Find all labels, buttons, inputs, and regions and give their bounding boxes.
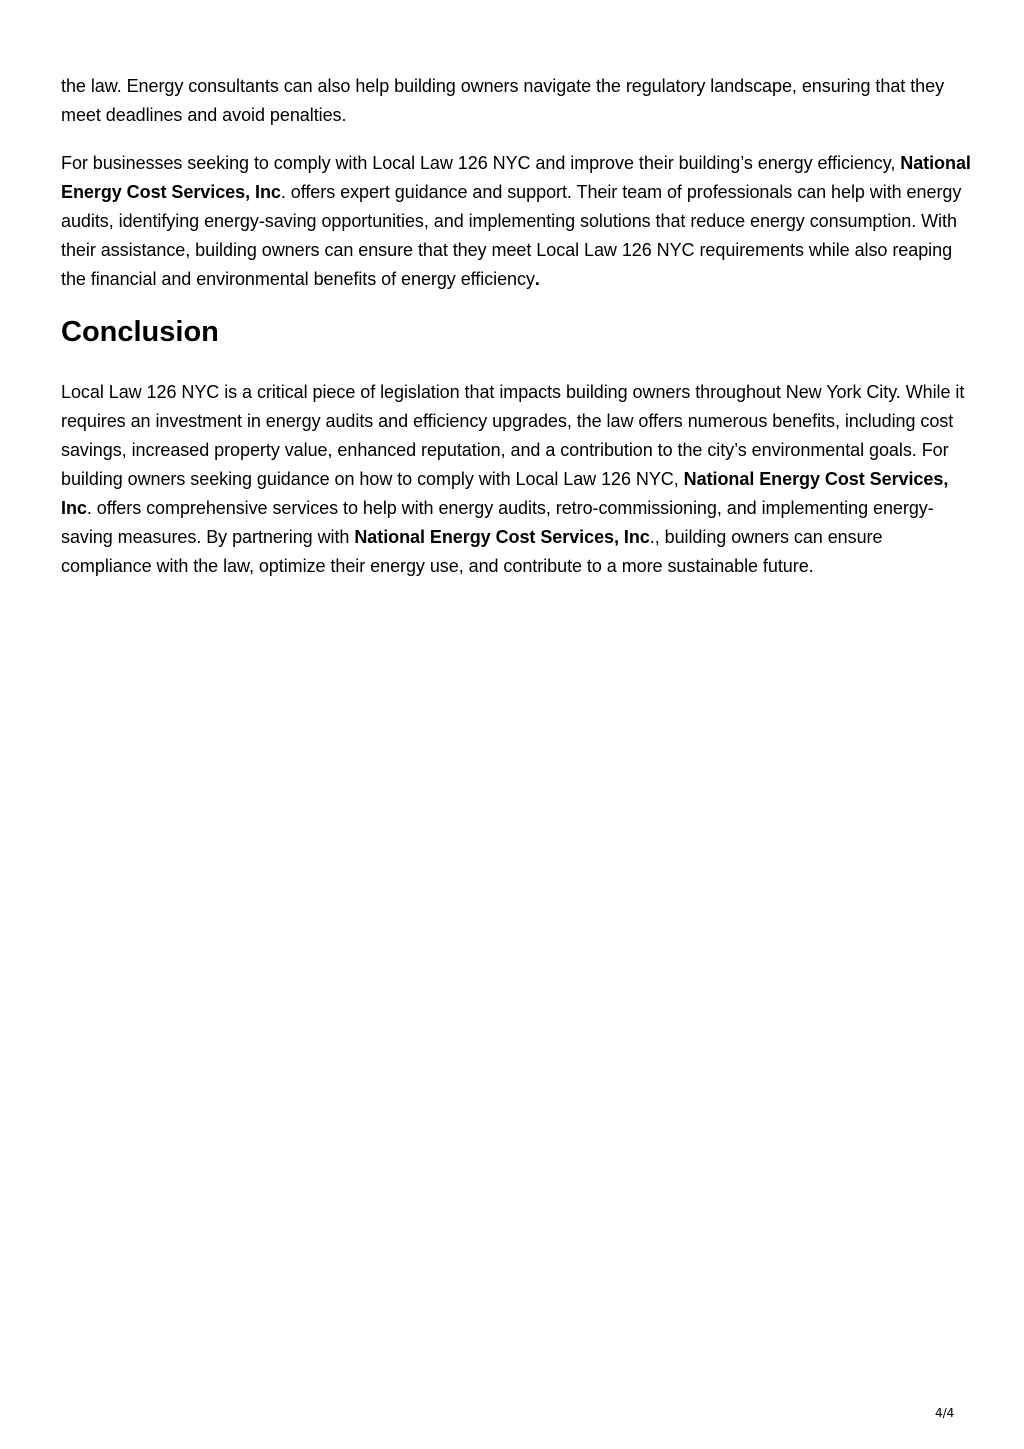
paragraph-text: Local Law 126 NYC is a critical piece of legislation that impacts building owners throughout New York City. While it requires an investment in energy audits and efficiency upgrades, the law offers numerous benefits, including cost savings, increased property value, enhanced reputation, and a contribution to the city’s environmental goals. For building owners seeking guidance on how to comply with Local Law 126 NYC, xyxy=(61,382,965,489)
paragraph-energy-consultants xyxy=(61,72,971,130)
bold-period: . xyxy=(534,269,540,289)
conclusion-heading: Conclusion xyxy=(61,316,219,348)
company-name-bold: National Energy Cost Services, Inc xyxy=(61,153,971,202)
paragraph-text: the law. Energy consultants can also help building owners navigate the regulatory landscape, ensuring that they meet deadlines and avoid penalties. xyxy=(61,76,945,125)
page-number: 4/4 xyxy=(935,1406,955,1420)
paragraph-conclusion xyxy=(61,378,971,581)
paragraph-businesses-comply xyxy=(61,149,971,294)
paragraph-text: For businesses seeking to comply with Local Law 126 NYC and improve their building’s energy efficiency, xyxy=(61,153,901,173)
paragraph-text: . offers expert guidance and support. Their team of professionals can help with energy audits, identifying energy-saving opportunities, and implementing solutions that reduce energy consumption. With their assistance, building owners can ensure that they meet Local Law 126 NYC requirements while also reaping the financial and environmental benefits of energy efficiency xyxy=(61,182,962,289)
paragraph-text: . offers comprehensive services to help with energy audits, retro-commissioning, and implementing energy-saving measures. By partnering with xyxy=(61,498,934,547)
company-name-bold: National Energy Cost Services, Inc xyxy=(354,527,650,547)
document-body xyxy=(61,72,971,600)
paragraph-text: ., building owners can ensure compliance with the law, optimize their energy use, and contribute to a more sustainable future. xyxy=(61,527,883,576)
company-name-bold: National Energy Cost Services, Inc xyxy=(61,469,949,518)
